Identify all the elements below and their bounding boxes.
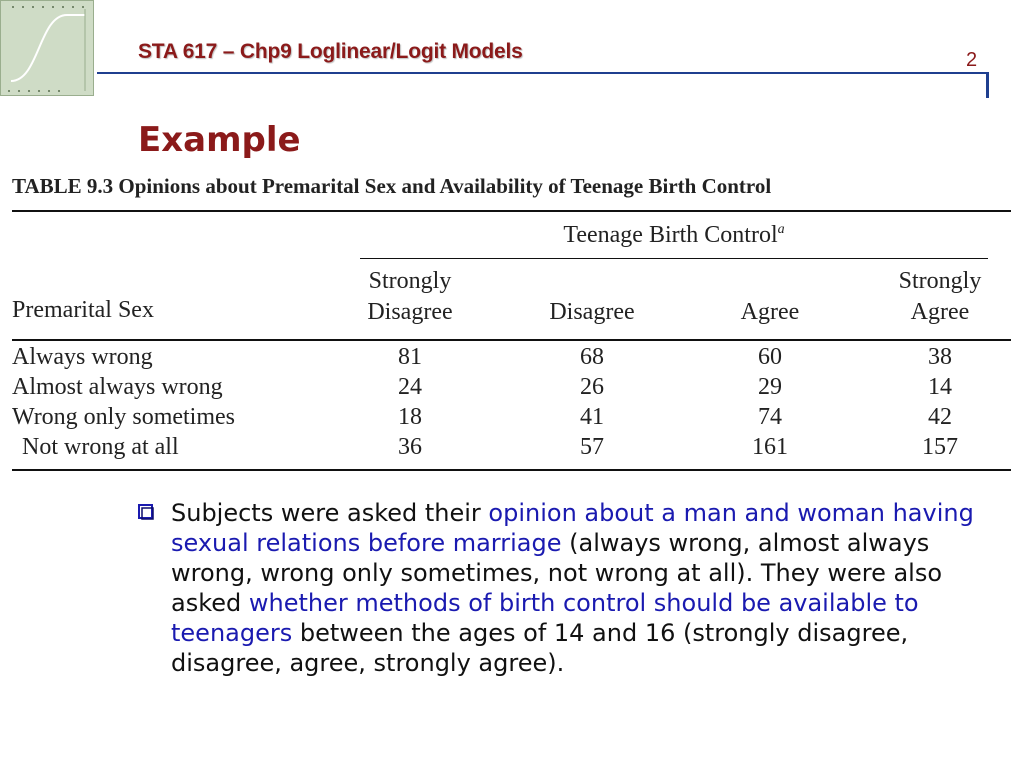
column-header-agree bbox=[710, 266, 830, 328]
table-header-rule bbox=[12, 339, 1011, 341]
table-cell: 14 bbox=[928, 374, 952, 400]
row-header-label: Premarital Sex bbox=[12, 297, 154, 323]
row-label: Always wrong bbox=[12, 344, 153, 370]
table-cell: 41 bbox=[580, 404, 604, 430]
column-header-disagree bbox=[532, 266, 652, 328]
header-rule-corner bbox=[986, 72, 989, 98]
table-row bbox=[12, 344, 1011, 374]
row-label: Wrong only sometimes bbox=[12, 404, 236, 430]
header-rule bbox=[97, 72, 989, 74]
highlighted-phrase: whether methods of birth control should be available to teenagers bbox=[171, 589, 919, 647]
column-header-line1 bbox=[710, 266, 830, 297]
row-label: Almost always wrong bbox=[12, 374, 223, 400]
header-title: STA 617 – Chp9 Loglinear/Logit Models bbox=[138, 40, 523, 63]
bullet-text-part: Subjects were asked their bbox=[171, 499, 489, 527]
page-number: 2 bbox=[966, 49, 978, 71]
row-label: Not wrong at all bbox=[22, 434, 179, 460]
column-header-line2: Disagree bbox=[549, 299, 635, 325]
column-header-line2: Disagree bbox=[367, 299, 453, 325]
bullet-text bbox=[171, 498, 986, 678]
table-caption: TABLE 9.3 Opinions about Premarital Sex and Availability of Teenage Birth Control bbox=[12, 174, 772, 198]
column-group-rule bbox=[360, 258, 988, 259]
table-cell: 29 bbox=[758, 374, 782, 400]
column-header-strongly-disagree bbox=[350, 266, 470, 328]
table-row bbox=[12, 374, 1011, 404]
table-cell: 81 bbox=[398, 344, 422, 370]
table-cell: 36 bbox=[398, 434, 422, 460]
table-cell: 26 bbox=[580, 374, 604, 400]
checkbox-bullet-icon bbox=[138, 504, 154, 520]
footnote-marker: a bbox=[777, 222, 785, 237]
table-cell: 68 bbox=[580, 344, 604, 370]
column-header-line1: Strongly bbox=[368, 268, 452, 294]
column-group-header bbox=[360, 222, 988, 249]
table-cell: 157 bbox=[922, 434, 958, 460]
bullet-text-part: between the ages of 14 and 16 (strongly disagree, disagree, agree, strongly agree). bbox=[171, 619, 909, 677]
table-cell: 60 bbox=[758, 344, 782, 370]
logistic-curve-logo bbox=[0, 0, 94, 96]
table-cell: 161 bbox=[752, 434, 788, 460]
table-row bbox=[12, 404, 1011, 434]
table-cell: 74 bbox=[758, 404, 782, 430]
column-header-line2: Agree bbox=[910, 299, 970, 325]
table-cell: 38 bbox=[928, 344, 952, 370]
column-header-line1: Strongly bbox=[898, 268, 982, 294]
column-header-line2: Agree bbox=[740, 299, 800, 325]
column-header-strongly-agree bbox=[880, 266, 1000, 328]
table-top-rule bbox=[12, 210, 1011, 212]
table-cell: 42 bbox=[928, 404, 952, 430]
highlighted-phrase: opinion about a man and woman having sexual relations before marriage bbox=[171, 499, 974, 557]
table-cell: 18 bbox=[398, 404, 422, 430]
column-header-line1 bbox=[532, 266, 652, 297]
table-cell: 57 bbox=[580, 434, 604, 460]
column-group-label: Teenage Birth Control bbox=[563, 222, 778, 248]
bullet-text-part: (always wrong, almost always wrong, wrong only sometimes, not wrong at all). They were also asked bbox=[171, 529, 943, 617]
table-row bbox=[12, 434, 1011, 464]
slide-title: Example bbox=[138, 120, 301, 160]
table-cell: 24 bbox=[398, 374, 422, 400]
table-bottom-rule bbox=[12, 469, 1011, 471]
